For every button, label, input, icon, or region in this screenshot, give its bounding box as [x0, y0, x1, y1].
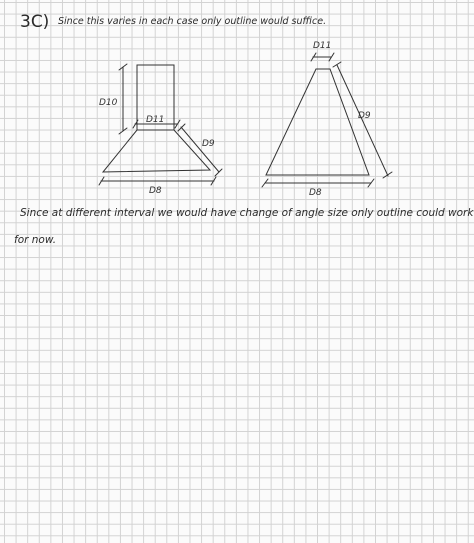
right-label-d8: D8: [309, 188, 322, 198]
right-label-d11: D11: [313, 41, 332, 51]
left-label-d9: D9: [202, 139, 215, 149]
left-sketch: [99, 64, 222, 196]
question-number: 3C): [20, 12, 50, 32]
d9-tick-bottom: [215, 169, 222, 176]
right-trapezoid: [266, 69, 369, 175]
question-text: Since this varies in each case only outline would suffice.: [58, 16, 327, 27]
answer-line-1: Since at different interval we would have change of angle size only outline could work: [20, 207, 474, 219]
right-label-d9: D9: [358, 111, 371, 121]
right-d9-tick-top: [333, 62, 341, 67]
answer-line-2: for now.: [14, 234, 57, 246]
left-label-d8: D8: [149, 186, 162, 196]
left-label-d11: D11: [146, 115, 165, 125]
left-base-trapezoid: [103, 130, 210, 172]
right-sketch: [262, 41, 392, 198]
d9-dimension-line: [181, 127, 219, 172]
right-d9-tick-bottom: [383, 172, 392, 178]
left-label-d10: D10: [99, 98, 118, 108]
